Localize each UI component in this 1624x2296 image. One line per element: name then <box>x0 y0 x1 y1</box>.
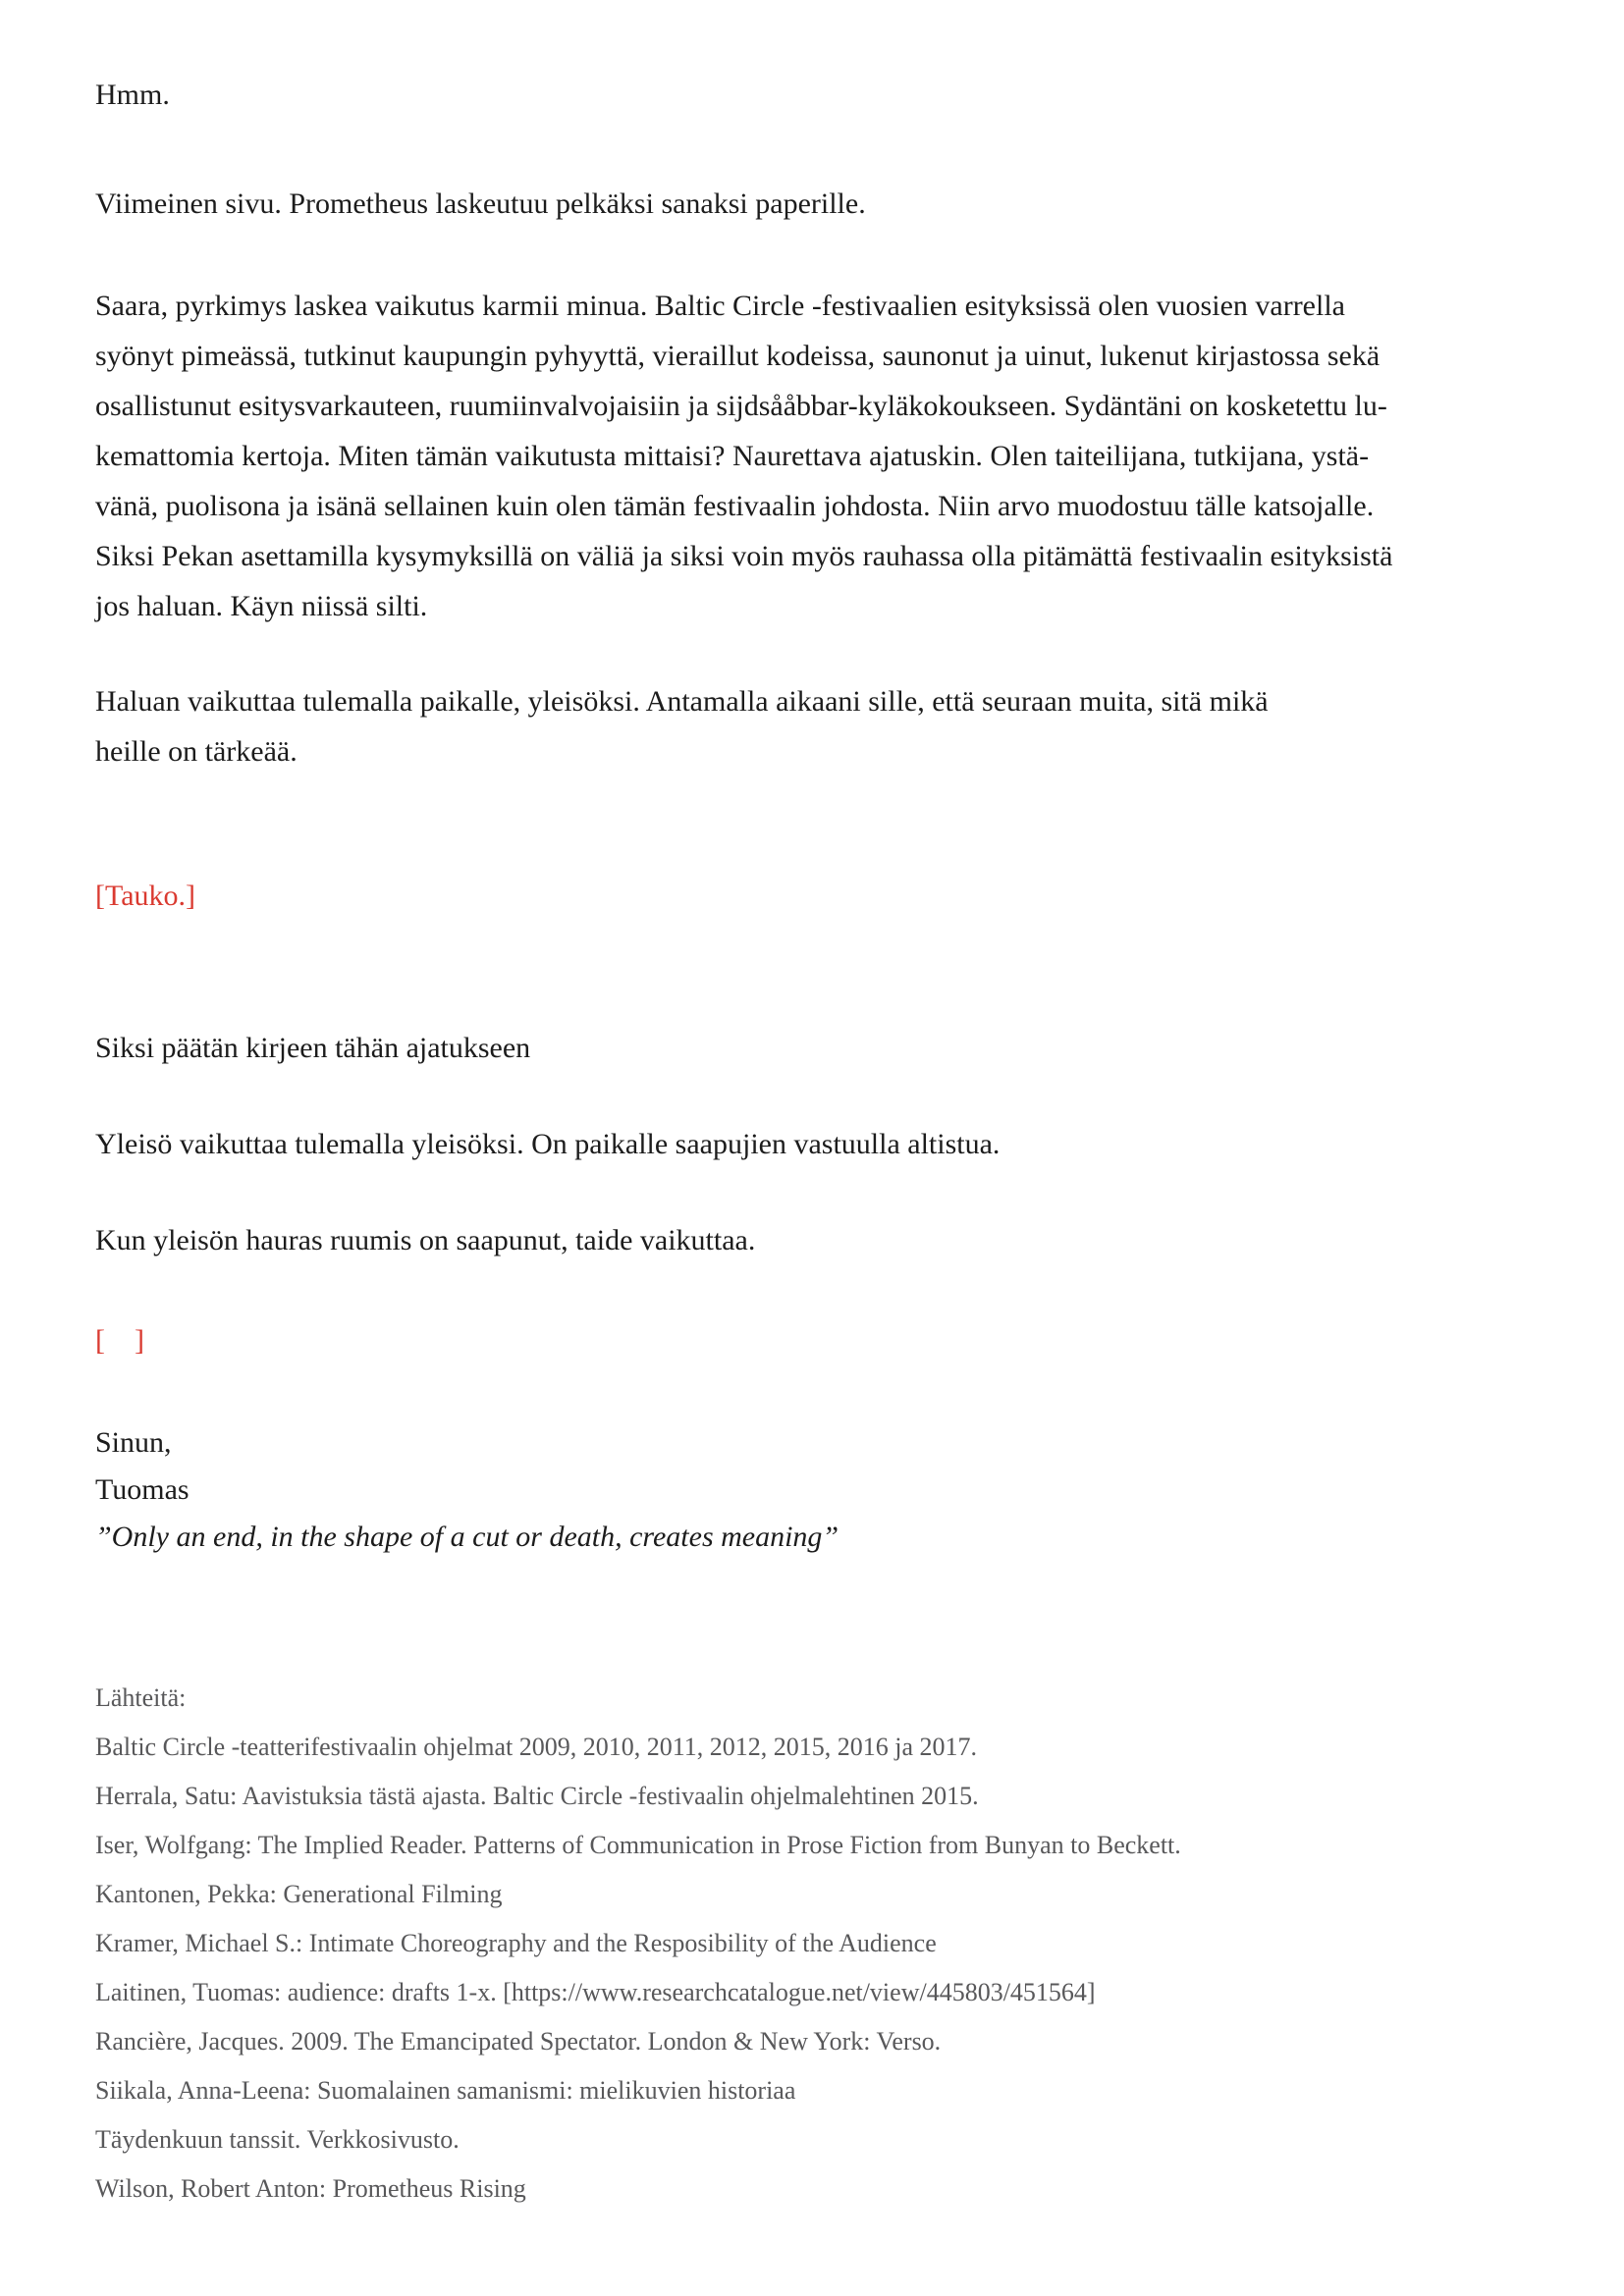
paragraph-opening <box>95 70 1570 120</box>
text-line: Siksi Pekan asettamilla kysymyksillä on väliä ja siksi voin myös rauhassa olla pitämättä festivaalin esityksistä <box>95 540 1393 572</box>
reference-entry: Kramer, Michael S.: Intimate Choreography and the Resposibility of the Audience <box>95 1929 937 1957</box>
reference-entry: Baltic Circle -teatterifestivaalin ohjelmat 2009, 2010, 2011, 2012, 2015, 2016 ja 2017. <box>95 1733 978 1761</box>
text-line: kemattomia kertoja. Miten tämän vaikutusta mittaisi? Naurettava ajatuskin. Olen taiteilijana, tutkijana, ystä- <box>95 440 1370 472</box>
paragraph-main <box>95 281 1570 631</box>
empty-bracket-marker: [ ] <box>95 1324 144 1357</box>
text-line: Saara, pyrkimys laskea vaikutus karmii minua. Baltic Circle -festivaalien esityksissä olen vuosien varrella <box>95 290 1345 322</box>
reference-entry: Herrala, Satu: Aavistuksia tästä ajasta. Baltic Circle -festivaalin ohjelmalehtinen 2015. <box>95 1782 979 1810</box>
text-line: Hmm. <box>95 79 170 111</box>
closing-quote: ”Only an end, in the shape of a cut or death, creates meaning” <box>95 1521 839 1553</box>
references-heading: Lähteitä: <box>95 1683 187 1712</box>
text-line: Yleisö vaikuttaa tulemalla yleisöksi. On paikalle saapujien vastuulla altistua. <box>95 1128 1001 1160</box>
reference-entry: Wilson, Robert Anton: Prometheus Rising <box>95 2174 526 2203</box>
paragraph-closing-thought <box>95 1023 1570 1073</box>
reference-entry: Laitinen, Tuomas: audience: drafts 1-x. [https://www.researchcatalogue.net/view/445803/451564] <box>95 1978 1096 2006</box>
text-line: Kun yleisön hauras ruumis on saapunut, taide vaikuttaa. <box>95 1224 756 1256</box>
signature-line: Tuomas <box>95 1473 189 1506</box>
paragraph-influence <box>95 676 1570 776</box>
paragraph-last-page <box>95 179 1570 229</box>
reference-entry: Kantonen, Pekka: Generational Filming <box>95 1880 503 1908</box>
text-line: Viimeinen sivu. Prometheus laskeutuu pelkäksi sanaksi paperille. <box>95 187 866 220</box>
pause-marker: [Tauko.] <box>95 880 196 912</box>
text-line: Haluan vaikuttaa tulemalla paikalle, yleisöksi. Antamalla aikaani sille, että seuraan muita, sitä mikä <box>95 685 1269 718</box>
text-line: vänä, puolisona ja isänä sellainen kuin olen tämän festivaalin johdosta. Niin arvo muodostuu tälle katsojalle. <box>95 490 1375 522</box>
reference-entry: Rancière, Jacques. 2009. The Emancipated Spectator. London & New York: Verso. <box>95 2027 942 2056</box>
text-line: osallistunut esitysvarkauteen, ruumiinvalvojaisiin ja sijdsååbbar-kyläkokoukseen. Sydäntäni on kosketettu lu- <box>95 390 1387 422</box>
signature <box>95 1419 1570 1514</box>
text-line: heille on tärkeää. <box>95 735 298 768</box>
references-list <box>95 1723 1570 2214</box>
text-line: Siksi päätän kirjeen tähän ajatukseen <box>95 1032 531 1064</box>
text-line: jos haluan. Käyn niissä silti. <box>95 590 428 622</box>
reference-entry: Iser, Wolfgang: The Implied Reader. Patterns of Communication in Prose Fiction from Bunyan to Beckett. <box>95 1831 1181 1859</box>
signature-line: Sinun, <box>95 1426 172 1459</box>
paragraph-body-arrives <box>95 1215 1570 1265</box>
reference-entry: Täydenkuun tanssit. Verkkosivusto. <box>95 2125 460 2154</box>
reference-entry: Siikala, Anna-Leena: Suomalainen samanismi: mielikuvien historiaa <box>95 2076 796 2105</box>
paragraph-audience <box>95 1119 1570 1169</box>
references-section <box>95 1674 1570 2214</box>
text-line: syönyt pimeässä, tutkinut kaupungin pyhyyttä, vieraillut kodeissa, saunonut ja uinut, lukenut kirjastossa sekä <box>95 340 1380 372</box>
